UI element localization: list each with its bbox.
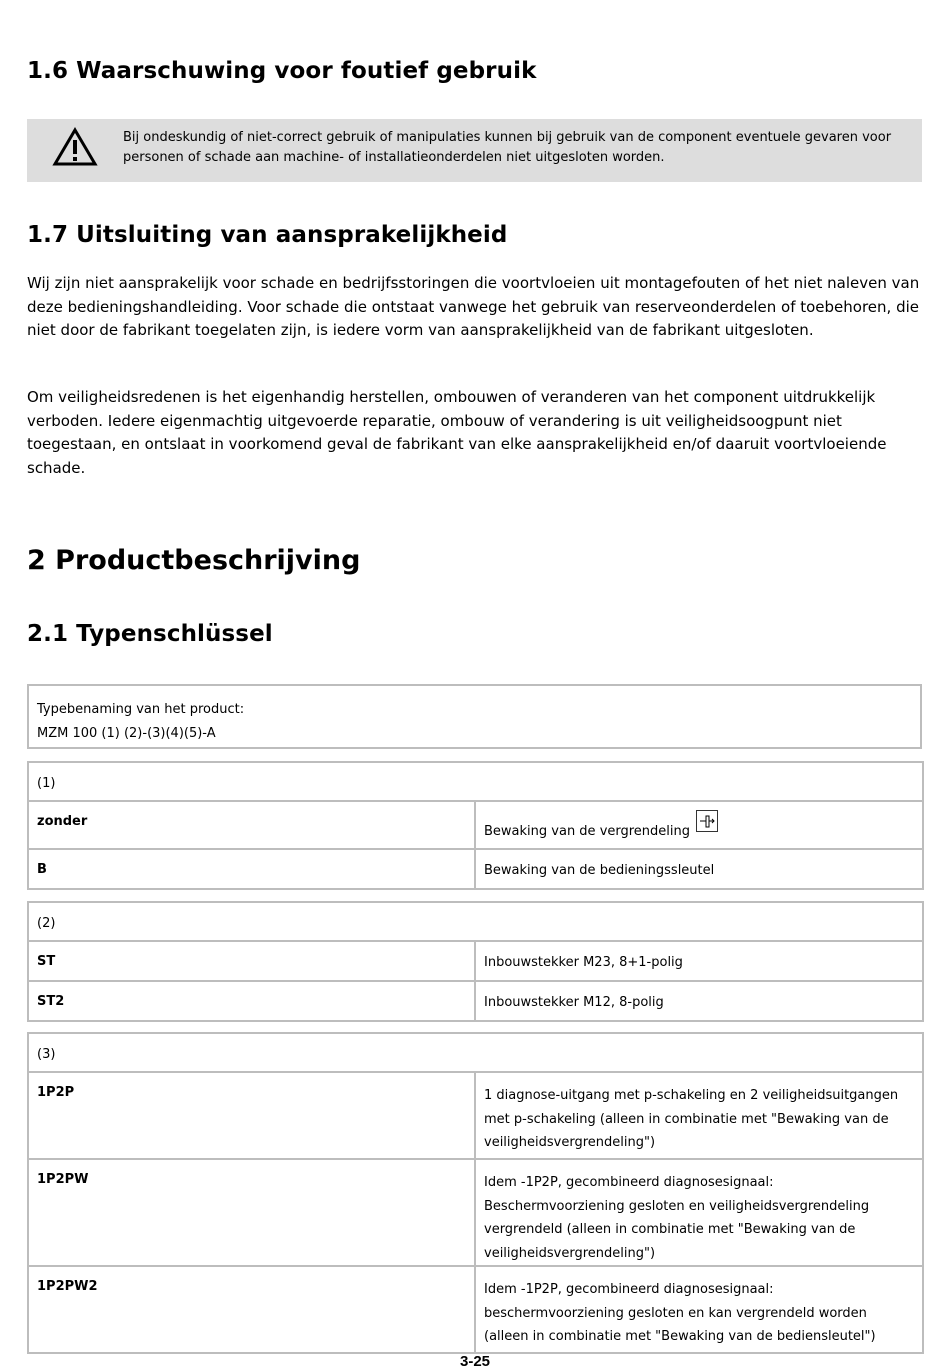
- type-designation-label: Typebenaming van het product:: [37, 702, 245, 717]
- table-row: [28, 1266, 923, 1353]
- table-row: [28, 849, 923, 889]
- option-table-3: [27, 1032, 924, 1354]
- option-value: Inbouwstekker M23, 8+1-polig: [475, 941, 923, 981]
- option-table-1: [27, 761, 924, 890]
- table-row: [28, 801, 923, 849]
- type-designation-table: [27, 684, 922, 749]
- option-value: Idem -1P2P, gecombineerd diagnosesignaal: beschermvoorziening gesloten en kan vergrendeld worden (alleen in combinatie met "Bewaking van de bediensleutel"): [475, 1266, 923, 1353]
- section-heading-2-1: 2.1 Typenschlüssel: [27, 621, 273, 647]
- table-row: [28, 1159, 923, 1266]
- option-value: Bewaking van de bedieningssleutel: [475, 849, 923, 889]
- table-group-header: (3): [28, 1033, 923, 1072]
- option-key: 1P2PW: [28, 1159, 475, 1266]
- option-key: zonder: [28, 801, 475, 849]
- option-value: Inbouwstekker M12, 8-polig: [475, 981, 923, 1021]
- table-group-header: (2): [28, 902, 923, 941]
- option-table-2: [27, 901, 924, 1022]
- lock-monitoring-icon: [696, 810, 718, 832]
- section-heading-1-7: 1.7 Uitsluiting van aansprakelijkheid: [27, 222, 508, 248]
- option-key: ST2: [28, 981, 475, 1021]
- type-designation-cell: [28, 685, 921, 748]
- table-group-header: (1): [28, 762, 923, 801]
- option-key: 1P2PW2: [28, 1266, 475, 1353]
- type-designation-code: MZM 100 (1) (2)-(3)(4)(5)-A: [37, 725, 216, 741]
- warning-box: [27, 119, 922, 182]
- paragraph-liability: Wij zijn niet aansprakelijk voor schade en bedrijfsstoringen die voortvloeien uit montagefouten of het niet naleven van deze bedieningshandleiding. Voor schade die ontstaat vanwege het gebruik van reserveonderdelen of toebehoren, die niet door de fabrikant toegelaten zijn, is iedere vorm van aansprakelijkheid van de fabrikant uitgesloten.: [27, 274, 920, 339]
- section-heading-1-6: 1.6 Waarschuwing voor foutief gebruik: [27, 58, 537, 84]
- option-value: 1 diagnose-uitgang met p-schakeling en 2 veiligheidsuitgangen met p-schakeling (alleen in combinatie met "Bewaking van de veiligheidsvergrendeling"): [475, 1072, 923, 1159]
- option-value: Idem -1P2P, gecombineerd diagnosesignaal: Beschermvoorziening gesloten en veiligheidsvergrendeling vergrendeld (alleen in combinatie met "Bewaking van de veiligheidsvergrendeling"): [475, 1159, 923, 1266]
- paragraph-safety: Om veiligheidsredenen is het eigenhandig herstellen, ombouwen of veranderen van het component uitdrukkelijk verboden. Iedere eigenmachtig uitgevoerde reparatie, ombouw of verandering is uit veiligheidsoogpunt niet toegestaan, en ontslaat in voorkomend geval de fabrikant van elke aansprakelijkheid en/of daaruit voortvloeiende schade.: [27, 388, 887, 477]
- option-value: [475, 801, 923, 849]
- option-value-text: Bewaking van de vergrendeling: [484, 824, 691, 839]
- option-key: 1P2P: [28, 1072, 475, 1159]
- table-row: [28, 941, 923, 981]
- page-number: 3-25: [459, 1353, 491, 1370]
- chapter-heading-2: 2 Productbeschrijving: [27, 545, 361, 576]
- warning-triangle-icon: [52, 127, 98, 167]
- table-row: [28, 981, 923, 1021]
- option-key: B: [28, 849, 475, 889]
- table-row: [28, 1072, 923, 1159]
- option-key: ST: [28, 941, 475, 981]
- warning-text: Bij ondeskundig of niet-correct gebruik of manipulaties kunnen bij gebruik van de component eventuele gevaren voor personen of schade aan machine- of installatieonderdelen niet uitgesloten worden.: [123, 130, 892, 165]
